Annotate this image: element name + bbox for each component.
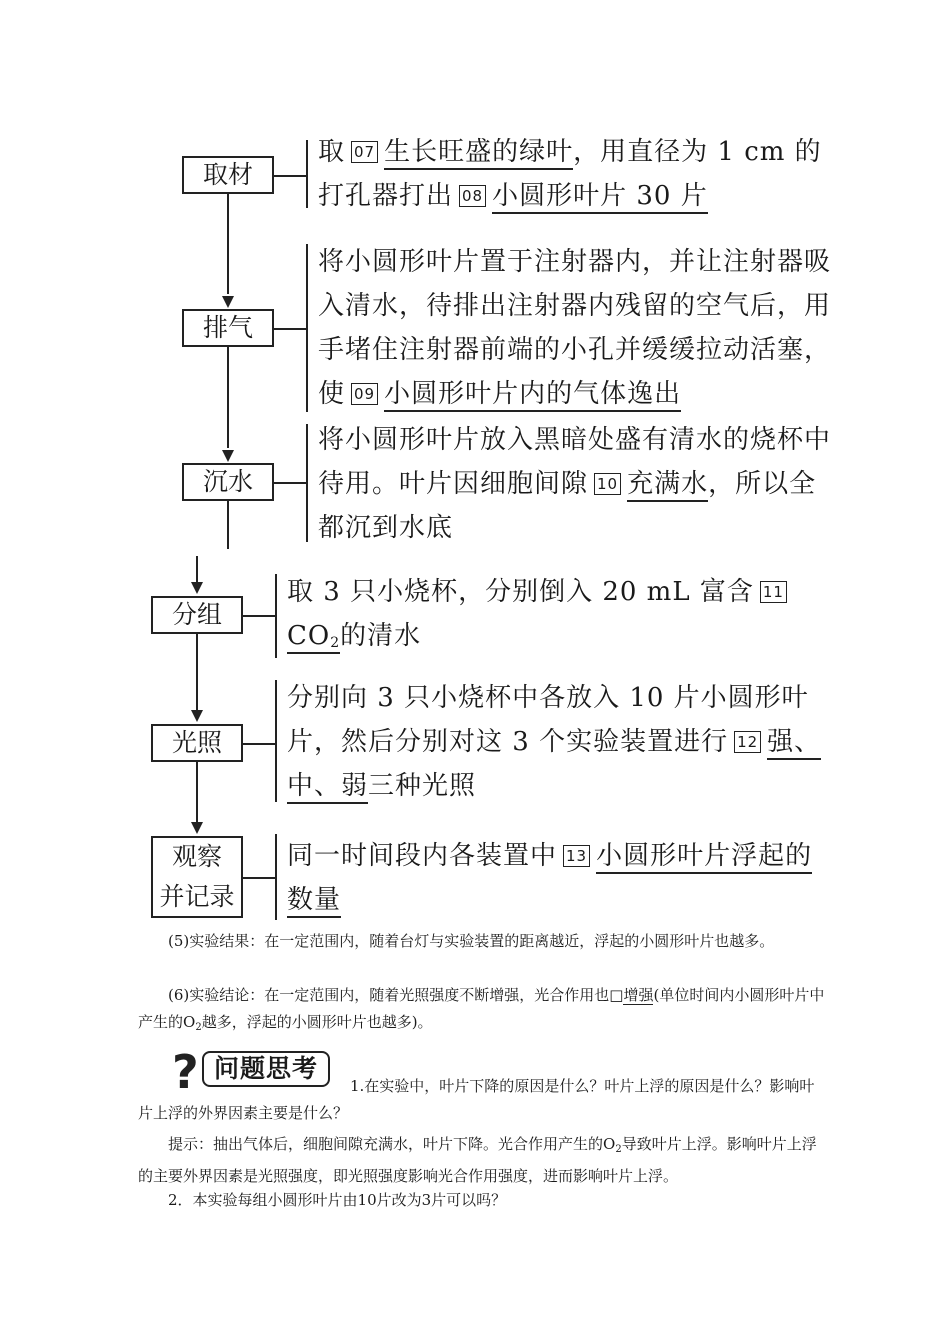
step-label-line2: 并记录 <box>159 882 235 911</box>
result-text-before: (6)实验结论：在一定范围内，随着光照强度不断增强，光合作用也 <box>168 986 610 1004</box>
answer-underline: 小圆形叶片内的气体逸出 <box>384 379 681 412</box>
step-box-guancha <box>151 836 243 918</box>
arrow-shaft <box>227 347 229 448</box>
bracket-connector <box>274 328 306 330</box>
desc-text: 取 <box>318 137 346 167</box>
arrow-head <box>222 450 234 462</box>
desc-text: ，所以全都沉到水底 <box>318 469 817 543</box>
bracket-connector <box>274 175 306 177</box>
result-text-end: 越多，浮起的小圆形叶片也越多)。 <box>201 1013 433 1031</box>
desc-text: 将小圆形叶片放入黑暗处盛有清水的烧杯中待用。叶片因细胞间隙 <box>318 425 832 499</box>
arrow-shaft <box>196 634 198 710</box>
step-box-fenzu <box>151 596 243 634</box>
result-text-after: (单位时间内小圆形叶片中产生的O <box>138 986 825 1031</box>
connector-line <box>227 501 229 549</box>
question-1 <box>138 1073 828 1127</box>
step-box-guangzhao <box>151 724 243 762</box>
answer-underline: 小圆形叶片浮起的数量 <box>287 841 812 918</box>
bracket-brace <box>275 680 277 802</box>
step-box-chenshui <box>182 463 274 501</box>
result-paragraph-5 <box>138 928 828 955</box>
answer-box-icon: □ <box>609 986 624 1004</box>
desc-text: 取 3 只小烧杯，分别倒入 20 mL 富含 <box>287 577 754 607</box>
step-box-paiqi <box>182 309 274 347</box>
step-label: 排气 <box>202 313 253 343</box>
answer-underline: 小圆形叶片 30 片 <box>492 181 708 214</box>
blank-number-badge: 10 <box>594 473 621 495</box>
step-desc-fenzu <box>287 570 832 665</box>
result-text: (5)实验结果：在一定范围内，随着台灯与实验装置的距离越近，浮起的小圆形叶片也越多。 <box>168 932 775 950</box>
bracket-brace <box>275 834 277 920</box>
subscript: 2 <box>330 635 341 651</box>
step-desc-guangzhao <box>287 676 832 808</box>
step-desc-guancha <box>287 834 832 922</box>
step-label-line1: 观察 <box>171 842 222 871</box>
blank-number-badge: 11 <box>760 581 787 603</box>
blank-number-badge: 07 <box>351 141 378 163</box>
answer-underline: 增强 <box>623 986 654 1004</box>
arrow-head <box>191 822 203 834</box>
question-2-text: 2．本实验每组小圆形叶片由10片改为3片可以吗？ <box>168 1191 507 1209</box>
step-desc-paiqi <box>318 240 833 416</box>
blank-number-badge: 12 <box>734 731 761 753</box>
arrow-head <box>222 296 234 308</box>
bracket-connector <box>274 482 306 484</box>
answer-underline: 生长旺盛的绿叶 <box>384 137 573 170</box>
bracket-connector <box>243 743 275 745</box>
subscript: 2 <box>195 1022 202 1033</box>
question-mark-icon: ? <box>172 1045 199 1099</box>
step-label: 分组 <box>171 600 222 630</box>
badge-label: 问题思考 <box>202 1051 330 1087</box>
bracket-brace <box>306 244 308 412</box>
arrow-shaft <box>196 762 198 822</box>
bracket-brace <box>306 424 308 542</box>
answer-underline: $CO_2$ <box>287 621 340 654</box>
arrow-shaft <box>196 556 198 583</box>
desc-text: 分别向 3 只小烧杯中各放入 10 片小圆形叶片，然后分别对这 3 个实验装置进行 <box>287 683 809 757</box>
arrow-head <box>191 710 203 722</box>
result-paragraph-6 <box>138 982 828 1041</box>
blank-number-badge: 08 <box>459 185 486 207</box>
desc-text: 的清水 <box>340 621 422 651</box>
step-label: 沉水 <box>202 467 253 497</box>
desc-text: 将小圆形叶片置于注射器内，并让注射器吸入清水，待排出注射器内残留的空气后，用手堵住注射器前端的小孔并缓缓拉动活塞，使 <box>318 247 832 409</box>
subscript: 2 <box>615 1144 622 1155</box>
step-label: 取材 <box>202 160 253 190</box>
desc-text: ，用直径为 1 cm 的打孔器打出 <box>318 137 822 211</box>
arrow-head <box>191 582 203 594</box>
answer-underline: 充满水 <box>627 469 708 502</box>
answer-underline: 强、中、弱 <box>287 727 821 804</box>
answer-1 <box>138 1131 828 1190</box>
step-desc-qucai <box>318 130 833 218</box>
step-box-qucai <box>182 156 274 194</box>
desc-text: 三种光照 <box>368 771 477 801</box>
arrow-shaft <box>227 194 229 294</box>
blank-number-badge: 13 <box>563 845 590 867</box>
answer-1-after: 导致叶片上浮。影响叶片上浮的主要外界因素是光照强度，即光照强度影响光合作用强度，进而影响叶片上浮。 <box>138 1135 817 1185</box>
blank-number-badge: 09 <box>351 383 378 405</box>
desc-text: 同一时间段内各装置中 <box>287 841 558 871</box>
question-1-text: 1.在实验中，叶片下降的原因是什么？叶片上浮的原因是什么？影响叶片上浮的外界因素主要是什么？ <box>138 1077 815 1122</box>
step-label: 光照 <box>171 728 222 758</box>
bracket-brace <box>275 574 277 658</box>
step-desc-chenshui <box>318 418 833 550</box>
question-2 <box>138 1187 828 1214</box>
bracket-brace <box>306 140 308 208</box>
answer-1-before: 提示：抽出气体后，细胞间隙充满水，叶片下降。光合作用产生的O <box>168 1135 616 1153</box>
bracket-connector <box>243 877 275 879</box>
bracket-connector <box>243 615 275 617</box>
